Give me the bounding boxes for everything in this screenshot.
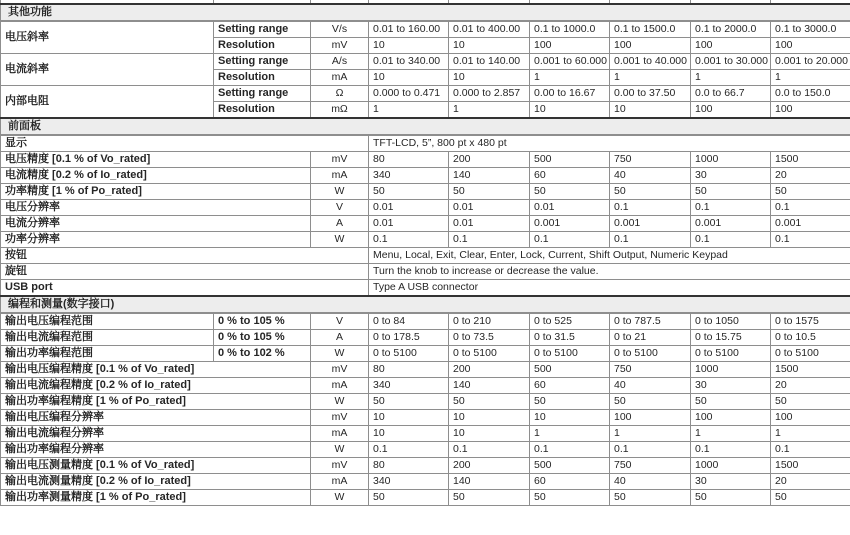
- label-cell: 电流分辨率: [1, 216, 311, 232]
- value-cell: 10: [369, 38, 449, 54]
- table-row: [1, 410, 850, 426]
- value-cell: 0.01: [449, 216, 530, 232]
- label-cell: 输出功率编程精度 [1 % of Po_rated]: [1, 394, 311, 410]
- value-cell: 0.1 to 1000.0: [530, 21, 610, 38]
- value-cell: 100: [691, 38, 771, 54]
- mid-cell: Resolution: [214, 38, 311, 54]
- value-cell: 0.0 to 66.7: [691, 86, 771, 102]
- table-row: [1, 232, 850, 248]
- value-cell: 0.01: [449, 200, 530, 216]
- value-cell: 140: [449, 168, 530, 184]
- value-cell: 100: [771, 102, 850, 119]
- value-cell: 0.1: [610, 200, 691, 216]
- value-cell: 1: [369, 102, 449, 119]
- value-cell: 40: [610, 378, 691, 394]
- table-row: [1, 216, 850, 232]
- value-cell: 1: [610, 70, 691, 86]
- value-cell: 30: [691, 378, 771, 394]
- value-cell: 0 to 84: [369, 313, 449, 330]
- unit-cell: mΩ: [311, 102, 369, 119]
- label-cell: 旋钮: [1, 264, 369, 280]
- label-cell: 输出电压编程分辨率: [1, 410, 311, 426]
- table-row: [1, 474, 850, 490]
- value-cell: 10: [530, 410, 610, 426]
- value-cell: 0.001 to 60.000: [530, 54, 610, 70]
- value-cell: 50: [530, 394, 610, 410]
- label-cell: 输出功率编程分辨率: [1, 442, 311, 458]
- value-cell: 0.01 to 340.00: [369, 54, 449, 70]
- value-cell: 50: [771, 490, 850, 506]
- value-cell: 50: [691, 490, 771, 506]
- label-cell: 输出电流编程精度 [0.2 % of Io_rated]: [1, 378, 311, 394]
- label-cell: 电压精度 [0.1 % of Vo_rated]: [1, 152, 311, 168]
- table-row: [1, 458, 850, 474]
- value-cell: 0.00 to 16.67: [530, 86, 610, 102]
- value-cell: 0.1 to 3000.0: [771, 21, 850, 38]
- value-cell: 60: [530, 168, 610, 184]
- value-cell: 50: [771, 394, 850, 410]
- value-cell: 10: [610, 102, 691, 119]
- value-cell: 0 to 10.5: [771, 330, 850, 346]
- value-cell: 0.0 to 150.0: [771, 86, 850, 102]
- label-cell: 输出电流编程范围: [1, 330, 214, 346]
- value-cell: 0.1 to 1500.0: [610, 21, 691, 38]
- unit-cell: V: [311, 313, 369, 330]
- value-cell: 10: [530, 102, 610, 119]
- value-cell: 0.01: [369, 200, 449, 216]
- unit-cell: A: [311, 330, 369, 346]
- value-cell: 100: [691, 102, 771, 119]
- label-cell: 功率精度 [1 % of Po_rated]: [1, 184, 311, 200]
- unit-cell: A: [311, 216, 369, 232]
- value-cell: 0 to 787.5: [610, 313, 691, 330]
- value-cell: 60: [530, 474, 610, 490]
- value-cell: 100: [610, 38, 691, 54]
- value-cell: 750: [610, 152, 691, 168]
- table-row: [1, 490, 850, 506]
- value-cell: Type A USB connector: [369, 280, 850, 297]
- value-cell: 100: [771, 38, 850, 54]
- table-row: [1, 313, 850, 330]
- value-cell: 1000: [691, 458, 771, 474]
- table-row: [1, 330, 850, 346]
- mid-cell: 0 % to 105 %: [214, 313, 311, 330]
- value-cell: 0 to 178.5: [369, 330, 449, 346]
- value-cell: 50: [610, 184, 691, 200]
- label-cell: 输出电流测量精度 [0.2 % of Io_rated]: [1, 474, 311, 490]
- value-cell: 0 to 5100: [530, 346, 610, 362]
- value-cell: 1: [449, 102, 530, 119]
- unit-cell: mV: [311, 458, 369, 474]
- value-cell: 0 to 210: [449, 313, 530, 330]
- table-row: [1, 346, 850, 362]
- unit-cell: V/s: [311, 21, 369, 38]
- value-cell: 50: [530, 184, 610, 200]
- value-cell: 0.1: [530, 232, 610, 248]
- table-row: [1, 168, 850, 184]
- unit-cell: V: [311, 200, 369, 216]
- value-cell: 0.1: [610, 442, 691, 458]
- unit-cell: mV: [311, 38, 369, 54]
- spec-table-body: [1, 0, 850, 506]
- value-cell: 1: [771, 426, 850, 442]
- value-cell: 20: [771, 474, 850, 490]
- value-cell: 0.000 to 0.471: [369, 86, 449, 102]
- table-row: [1, 86, 850, 102]
- value-cell: 0.00 to 37.50: [610, 86, 691, 102]
- label-cell: 输出功率编程范围: [1, 346, 214, 362]
- value-cell: 0.1: [771, 442, 850, 458]
- value-cell: 0.001: [691, 216, 771, 232]
- value-cell: 0 to 5100: [691, 346, 771, 362]
- value-cell: 0 to 1050: [691, 313, 771, 330]
- value-cell: 0 to 5100: [449, 346, 530, 362]
- table-row: [1, 184, 850, 200]
- value-cell: 0 to 1575: [771, 313, 850, 330]
- value-cell: 0.1: [530, 442, 610, 458]
- value-cell: 200: [449, 152, 530, 168]
- label-cell: 输出电流编程分辨率: [1, 426, 311, 442]
- section-row: [1, 118, 850, 135]
- label-cell: 显示: [1, 135, 369, 152]
- value-cell: 0 to 31.5: [530, 330, 610, 346]
- value-cell: 50: [449, 394, 530, 410]
- value-cell: 0.1: [771, 200, 850, 216]
- unit-cell: Ω: [311, 86, 369, 102]
- value-cell: 0.001: [610, 216, 691, 232]
- value-cell: 100: [530, 38, 610, 54]
- value-cell: 10: [449, 410, 530, 426]
- table-row: [1, 394, 850, 410]
- unit-cell: mV: [311, 362, 369, 378]
- table-row: [1, 280, 850, 297]
- value-cell: 100: [691, 410, 771, 426]
- label-cell: 功率分辨率: [1, 232, 311, 248]
- value-cell: 10: [369, 426, 449, 442]
- value-cell: 10: [369, 70, 449, 86]
- value-cell: 0 to 73.5: [449, 330, 530, 346]
- value-cell: 10: [449, 426, 530, 442]
- unit-cell: mV: [311, 152, 369, 168]
- value-cell: 100: [610, 410, 691, 426]
- label-cell: 内部电阻: [1, 86, 214, 119]
- section-header: 其他功能: [1, 4, 850, 21]
- value-cell: 1500: [771, 458, 850, 474]
- label-cell: 电流精度 [0.2 % of Io_rated]: [1, 168, 311, 184]
- unit-cell: mA: [311, 70, 369, 86]
- section-header: 前面板: [1, 118, 850, 135]
- section-header: 编程和测量(数字接口): [1, 296, 850, 313]
- value-cell: 0.1: [369, 442, 449, 458]
- unit-cell: mA: [311, 426, 369, 442]
- label-cell: 输出电压测量精度 [0.1 % of Vo_rated]: [1, 458, 311, 474]
- mid-cell: Setting range: [214, 86, 311, 102]
- unit-cell: A/s: [311, 54, 369, 70]
- value-cell: 10: [449, 70, 530, 86]
- value-cell: Menu, Local, Exit, Clear, Enter, Lock, Current, Shift Output, Numeric Keypad: [369, 248, 850, 264]
- value-cell: 100: [771, 410, 850, 426]
- value-cell: 750: [610, 362, 691, 378]
- table-row: [1, 378, 850, 394]
- mid-cell: Resolution: [214, 102, 311, 119]
- value-cell: 200: [449, 458, 530, 474]
- table-row: [1, 362, 850, 378]
- unit-cell: W: [311, 184, 369, 200]
- value-cell: 0 to 5100: [771, 346, 850, 362]
- value-cell: 0 to 15.75: [691, 330, 771, 346]
- table-row: [1, 264, 850, 280]
- value-cell: 30: [691, 168, 771, 184]
- value-cell: 0.01: [369, 216, 449, 232]
- value-cell: 50: [449, 184, 530, 200]
- value-cell: 50: [369, 184, 449, 200]
- value-cell: 500: [530, 362, 610, 378]
- value-cell: 50: [610, 490, 691, 506]
- label-cell: 输出功率测量精度 [1 % of Po_rated]: [1, 490, 311, 506]
- value-cell: 1: [610, 426, 691, 442]
- value-cell: 500: [530, 152, 610, 168]
- value-cell: 140: [449, 378, 530, 394]
- value-cell: 80: [369, 152, 449, 168]
- value-cell: 50: [369, 490, 449, 506]
- value-cell: 0.01 to 140.00: [449, 54, 530, 70]
- table-row: [1, 248, 850, 264]
- value-cell: 30: [691, 474, 771, 490]
- table-row: [1, 426, 850, 442]
- value-cell: 50: [691, 394, 771, 410]
- section-row: [1, 296, 850, 313]
- value-cell: 1: [530, 70, 610, 86]
- unit-cell: mA: [311, 474, 369, 490]
- label-cell: 电压斜率: [1, 21, 214, 54]
- value-cell: 40: [610, 474, 691, 490]
- label-cell: 电压分辨率: [1, 200, 311, 216]
- value-cell: 1: [771, 70, 850, 86]
- unit-cell: mA: [311, 378, 369, 394]
- value-cell: 0.1: [449, 232, 530, 248]
- value-cell: 0.1: [369, 232, 449, 248]
- value-cell: 50: [610, 394, 691, 410]
- label-cell: USB port: [1, 280, 369, 297]
- value-cell: 500: [530, 458, 610, 474]
- value-cell: 0.1: [771, 232, 850, 248]
- unit-cell: W: [311, 232, 369, 248]
- value-cell: 50: [691, 184, 771, 200]
- value-cell: 0.1 to 2000.0: [691, 21, 771, 38]
- mid-cell: Setting range: [214, 21, 311, 38]
- mid-cell: Setting range: [214, 54, 311, 70]
- label-cell: 电流斜率: [1, 54, 214, 86]
- value-cell: 60: [530, 378, 610, 394]
- value-cell: 50: [369, 394, 449, 410]
- value-cell: 750: [610, 458, 691, 474]
- value-cell: 50: [530, 490, 610, 506]
- mid-cell: Resolution: [214, 70, 311, 86]
- value-cell: 0.1: [449, 442, 530, 458]
- value-cell: 340: [369, 168, 449, 184]
- value-cell: 40: [610, 168, 691, 184]
- unit-cell: W: [311, 394, 369, 410]
- value-cell: 1000: [691, 152, 771, 168]
- value-cell: TFT-LCD, 5”, 800 pt x 480 pt: [369, 135, 850, 152]
- table-row: [1, 152, 850, 168]
- value-cell: 80: [369, 458, 449, 474]
- mid-cell: 0 % to 105 %: [214, 330, 311, 346]
- value-cell: 340: [369, 378, 449, 394]
- value-cell: 50: [449, 490, 530, 506]
- value-cell: 1000: [691, 362, 771, 378]
- table-row: [1, 21, 850, 38]
- value-cell: 0.1: [691, 442, 771, 458]
- value-cell: 0.01 to 160.00: [369, 21, 449, 38]
- value-cell: 50: [771, 184, 850, 200]
- value-cell: 0.01: [530, 200, 610, 216]
- value-cell: 0.1: [691, 200, 771, 216]
- section-row: [1, 4, 850, 21]
- value-cell: 1: [691, 70, 771, 86]
- value-cell: 0.000 to 2.857: [449, 86, 530, 102]
- value-cell: 0 to 21: [610, 330, 691, 346]
- value-cell: 0.1: [691, 232, 771, 248]
- table-row: [1, 135, 850, 152]
- value-cell: 140: [449, 474, 530, 490]
- value-cell: 20: [771, 168, 850, 184]
- table-row: [1, 200, 850, 216]
- value-cell: 1: [530, 426, 610, 442]
- unit-cell: W: [311, 490, 369, 506]
- value-cell: 20: [771, 378, 850, 394]
- value-cell: 80: [369, 362, 449, 378]
- value-cell: 0.001 to 30.000: [691, 54, 771, 70]
- value-cell: 0.001 to 20.000: [771, 54, 850, 70]
- value-cell: 0 to 525: [530, 313, 610, 330]
- value-cell: 0.001 to 40.000: [610, 54, 691, 70]
- value-cell: 200: [449, 362, 530, 378]
- value-cell: 1500: [771, 362, 850, 378]
- value-cell: 0 to 5100: [610, 346, 691, 362]
- value-cell: 0.001: [530, 216, 610, 232]
- unit-cell: W: [311, 346, 369, 362]
- value-cell: 10: [369, 410, 449, 426]
- table-row: [1, 54, 850, 70]
- value-cell: 1: [691, 426, 771, 442]
- label-cell: 输出电压编程精度 [0.1 % of Vo_rated]: [1, 362, 311, 378]
- value-cell: 340: [369, 474, 449, 490]
- value-cell: 10: [449, 38, 530, 54]
- value-cell: 0 to 5100: [369, 346, 449, 362]
- label-cell: 按钮: [1, 248, 369, 264]
- value-cell: 1500: [771, 152, 850, 168]
- unit-cell: mV: [311, 410, 369, 426]
- table-row: [1, 442, 850, 458]
- value-cell: 0.01 to 400.00: [449, 21, 530, 38]
- unit-cell: mA: [311, 168, 369, 184]
- value-cell: 0.001: [771, 216, 850, 232]
- mid-cell: 0 % to 102 %: [214, 346, 311, 362]
- label-cell: 输出电压编程范围: [1, 313, 214, 330]
- value-cell: Turn the knob to increase or decrease the value.: [369, 264, 850, 280]
- value-cell: 0.1: [610, 232, 691, 248]
- unit-cell: W: [311, 442, 369, 458]
